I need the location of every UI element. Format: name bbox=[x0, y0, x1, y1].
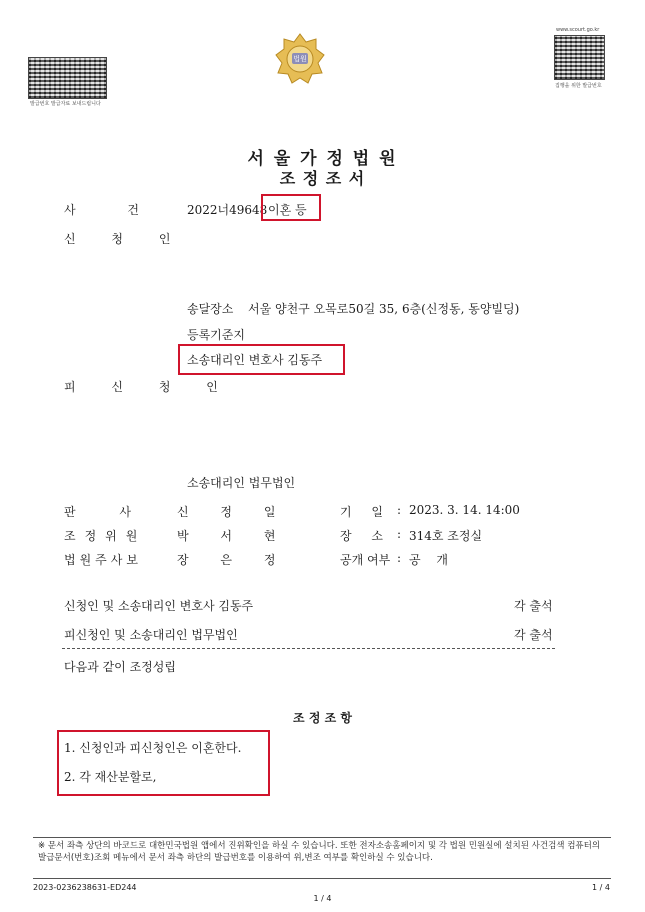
attendance-respondent: 피신청인 및 소송대리인 법무법인 bbox=[64, 628, 238, 642]
applicant-agent: 소송대리인 변호사 김동주 bbox=[187, 353, 323, 367]
date-colon: : bbox=[397, 503, 402, 517]
attendance-applicant-status: 각 출석 bbox=[514, 599, 553, 613]
respondent-agent: 소송대리인 법무법인 bbox=[187, 476, 296, 490]
registry-note: 등록기준지 bbox=[187, 328, 245, 342]
footer-top-border bbox=[33, 837, 611, 838]
case-name: 이혼 등 bbox=[268, 203, 307, 217]
applicant-label: 신 청 인 bbox=[64, 232, 187, 246]
public-label: 공개 여부 bbox=[340, 553, 391, 567]
public-colon: : bbox=[397, 551, 402, 565]
term-item: 2. 각 재산분할로, bbox=[64, 770, 157, 784]
right-qr-caption: 집행을 위한 발급번호 bbox=[555, 83, 602, 89]
right-qr-code bbox=[554, 35, 605, 80]
mediation-result: 다음과 같이 조정성립 bbox=[64, 660, 176, 674]
public-value: 공 개 bbox=[409, 553, 448, 567]
left-barcode bbox=[28, 57, 107, 99]
seal-text: 법원 bbox=[293, 55, 307, 63]
official-judge-name: 신 정 일 bbox=[177, 505, 290, 519]
divider-dashed bbox=[62, 648, 555, 649]
place-colon: : bbox=[397, 527, 402, 541]
respondent-label: 피 신 청 인 bbox=[64, 380, 234, 394]
case-label: 사 건 bbox=[64, 203, 163, 217]
terms-highlight bbox=[57, 730, 270, 796]
case-number: 2022너49648 bbox=[187, 203, 268, 217]
case-name-highlight bbox=[261, 194, 321, 221]
delivery-address: 서울 양천구 오목로50길 35, 6층(신정동, 동양빌딩) bbox=[248, 302, 520, 316]
page-number-center: 1 / 4 bbox=[313, 894, 332, 903]
issue-number: 2023-0236238631-ED244 bbox=[33, 883, 137, 892]
page-number-right: 1 / 4 bbox=[592, 883, 610, 892]
date-value: 2023. 3. 14. 14:00 bbox=[409, 503, 520, 517]
attendance-respondent-status: 각 출석 bbox=[514, 628, 553, 642]
official-mediator-name: 박 서 현 bbox=[177, 529, 290, 543]
place-label: 장 소 bbox=[340, 529, 383, 543]
attendance-applicant: 신청인 및 소송대리인 변호사 김동주 bbox=[64, 599, 254, 613]
court-name: 서 울 가 정 법 원 bbox=[247, 149, 398, 169]
official-judge-title: 판 사 bbox=[64, 505, 131, 519]
official-mediator-title: 조정위원 bbox=[64, 529, 147, 543]
term-item: 1. 신청인과 피신청인은 이혼한다. bbox=[64, 741, 242, 755]
official-clerk-title: 법원주사보 bbox=[64, 553, 142, 567]
right-url: www.scourt.go.kr bbox=[556, 27, 600, 33]
footer-notice: ※ 문서 좌측 상단의 바코드로 대한민국법원 앱에서 진위확인을 하실 수 있습니다. 또한 전자소송홈페이지 및 각 법원 민원실에 설치된 사건검색 컴퓨터의 발급문서(번호)조회 메뉴에서 문서 좌측 하단의 발급번호를 이용하여 위,변조 여부를 확인하실 수 있습니다. bbox=[38, 841, 601, 863]
court-seal-icon bbox=[275, 33, 325, 85]
left-barcode-caption: 발급번호 발급자료 보내드립니다 bbox=[30, 101, 101, 107]
delivery-label: 송달장소 bbox=[187, 302, 234, 316]
footer-bottom-border bbox=[33, 878, 611, 879]
terms-heading: 조 정 조 항 bbox=[293, 711, 352, 725]
date-label: 기 일 bbox=[340, 505, 383, 519]
applicant-agent-highlight bbox=[178, 344, 345, 375]
document-title: 조 정 조 서 bbox=[279, 169, 366, 188]
official-clerk-name: 장 은 정 bbox=[177, 553, 290, 567]
place-value: 314호 조정실 bbox=[409, 529, 483, 543]
